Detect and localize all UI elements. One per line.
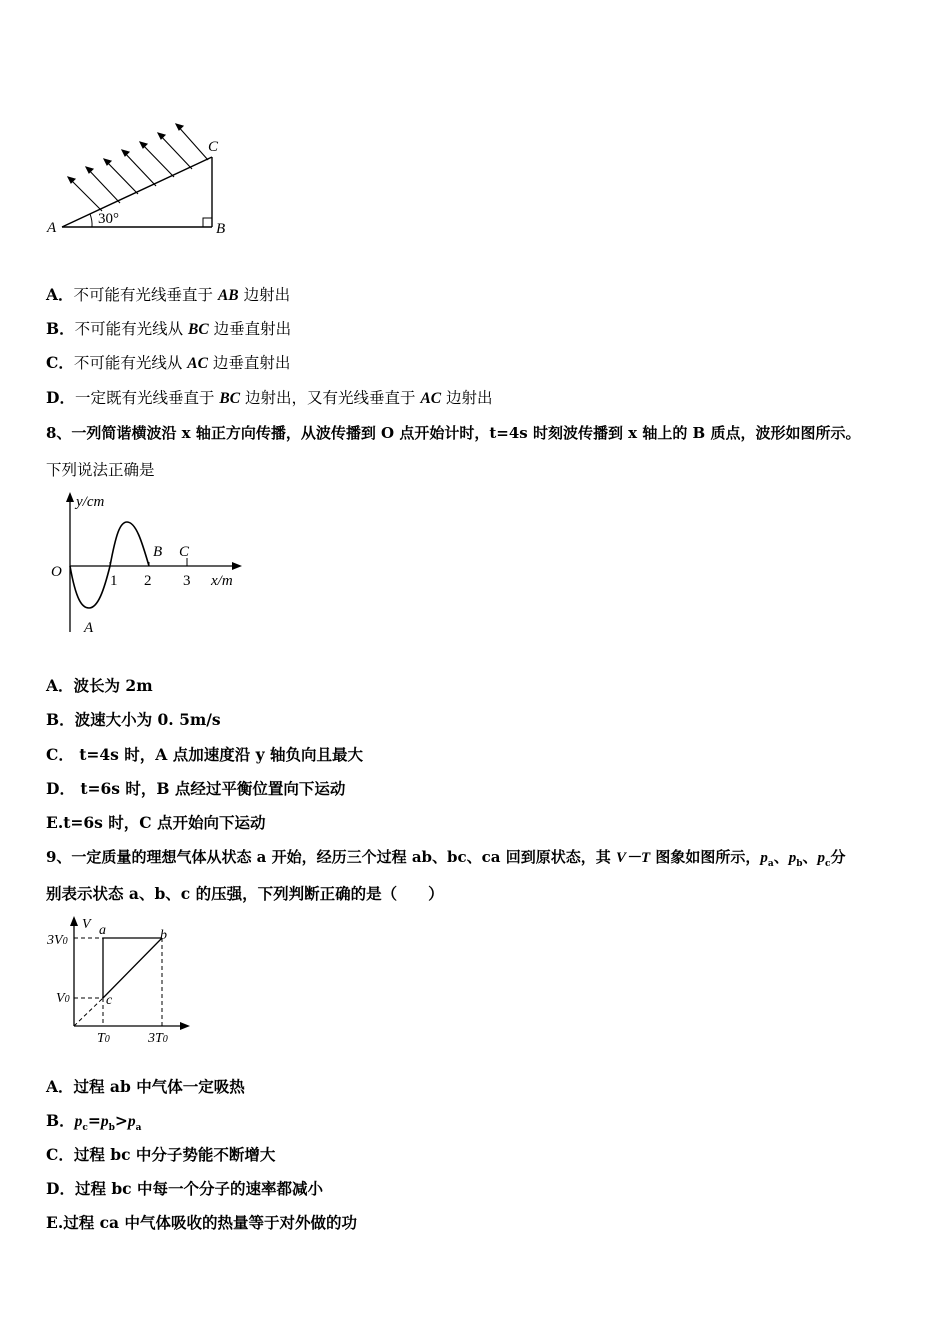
q8-option-a: A．波长为 2m	[46, 676, 153, 695]
q8-option-e: E.t=6s 时，C 点开始向下运动	[46, 813, 266, 832]
point-b-label: B	[153, 544, 163, 560]
x-axis-label: x/m	[211, 573, 233, 589]
state-b-label: b	[160, 928, 167, 943]
y-axis-label: y/cm	[76, 494, 105, 510]
wave-figure	[46, 490, 251, 640]
point-c-label: C	[179, 544, 190, 560]
t1-label: T0	[97, 1031, 110, 1046]
q9-stem-line1: 9、一定质量的理想气体从状态 a 开始，经历三个过程 ab、bc、ca 回到原状态，其 V－T 图象如图所示，$p_a$、$p_b$、$p_c$分	[46, 848, 846, 869]
q9-option-b: B．$p_c=p_b>p_a$	[46, 1111, 142, 1134]
q8-option-c: C． t=4s 时，A 点加速度沿 y 轴负向且最大	[46, 745, 364, 764]
vertex-a-label: A	[47, 220, 57, 236]
q9-option-c: C．过程 bc 中分子势能不断增大	[46, 1145, 276, 1164]
tick-2: 2	[144, 573, 152, 589]
q7-option-a: A．不可能有光线垂直于 AB 边射出	[46, 285, 291, 304]
v1-label: V0	[56, 991, 70, 1006]
tick-1: 1	[110, 573, 118, 589]
v3-label: 3V0	[47, 933, 68, 948]
vt-graph-figure	[44, 913, 194, 1046]
q7-option-d: D．一定既有光线垂直于 BC 边射出，又有光线垂直于 AC 边射出	[46, 388, 493, 407]
q9-option-a: A．过程 ab 中气体一定吸热	[46, 1077, 245, 1096]
q9-option-e: E.过程 ca 中气体吸收的热量等于对外做的功	[46, 1213, 357, 1232]
t3-label: 3T0	[148, 1031, 168, 1046]
q7-option-c: C．不可能有光线从 AC 边垂直射出	[46, 353, 291, 372]
q9-option-d: D．过程 bc 中每一个分子的速率都减小	[46, 1179, 324, 1198]
vertex-b-label: B	[216, 221, 226, 237]
angle-label: 30°	[98, 211, 119, 227]
q9-stem-line2: 别表示状态 a、b、c 的压强，下列判断正确的是（ ）	[46, 884, 444, 903]
prism-figure	[40, 115, 240, 245]
state-c-label: c	[106, 993, 113, 1008]
tick-3: 3	[183, 573, 191, 589]
q8-stem-line2: 下列说法正确是	[46, 461, 155, 479]
q8-stem-line1: 8、一列简谐横波沿 x 轴正方向传播，从波传播到 O 点开始计时，t=4s 时刻波传播到 x 轴上的 B 质点，波形如图所示。	[46, 424, 861, 442]
point-a-label: A	[84, 620, 94, 636]
q7-option-b: B．不可能有光线从 BC 边垂直射出	[46, 319, 292, 338]
q8-option-d: D． t=6s 时，B 点经过平衡位置向下运动	[46, 779, 346, 798]
q8-option-b: B．波速大小为 0. 5m/s	[46, 710, 221, 729]
vertex-c-label: C	[208, 139, 219, 155]
origin-label: O	[51, 564, 62, 580]
v-axis-label: V	[82, 917, 91, 932]
state-a-label: a	[99, 923, 106, 938]
